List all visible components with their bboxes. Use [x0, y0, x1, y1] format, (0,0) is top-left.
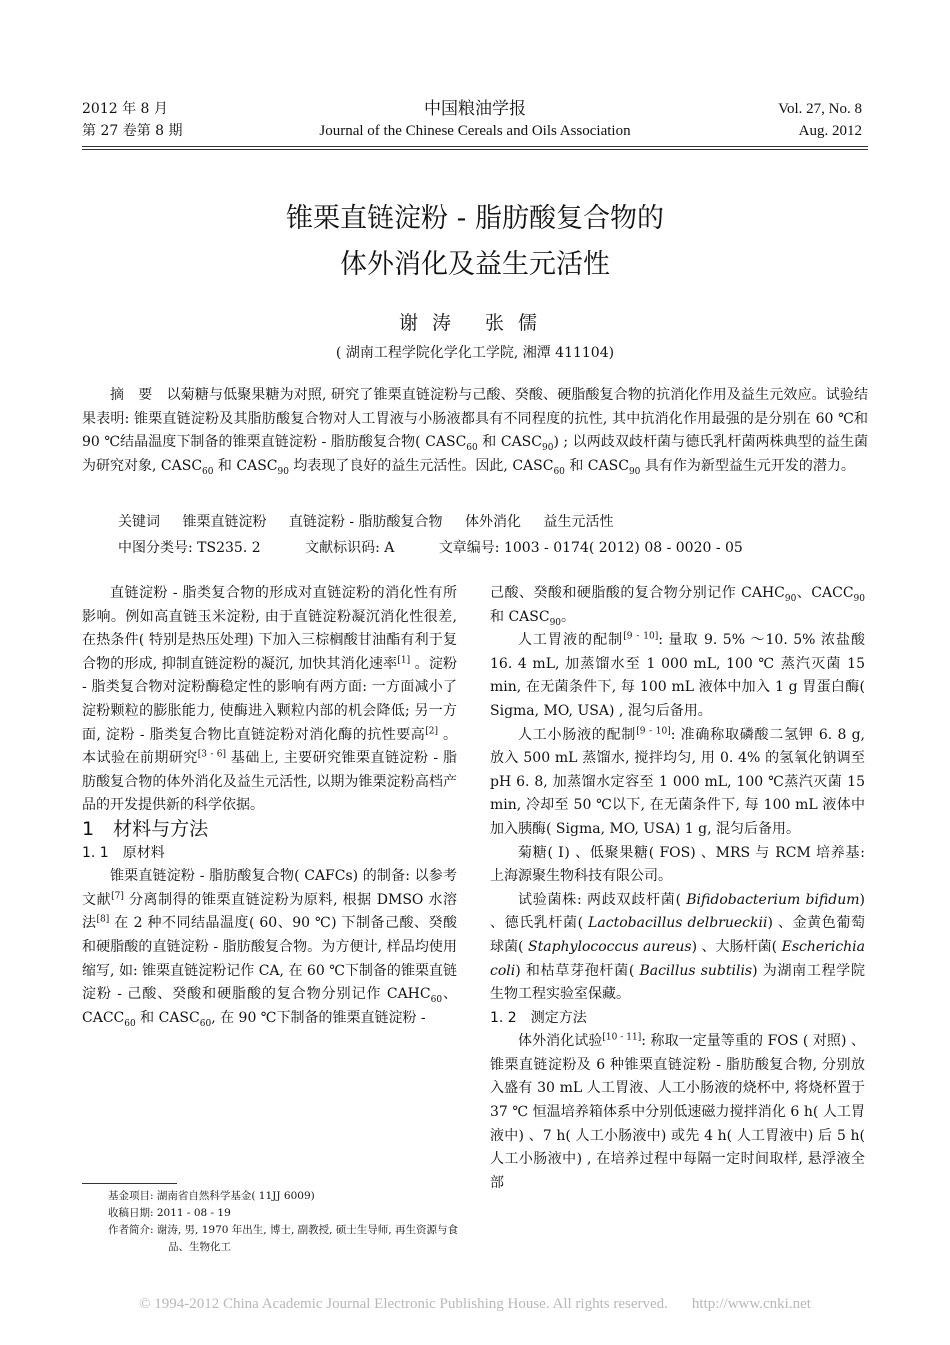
abstract-text: 均表现了良好的益生元活性。因此, CASC	[288, 457, 554, 474]
subscript: 60	[466, 442, 478, 453]
text: , 在 90 ℃下制备的锥栗直链淀粉 -	[211, 1009, 426, 1026]
citation: [3 - 6]	[197, 749, 226, 760]
citation: [7]	[111, 891, 124, 902]
text: ) 为湖南工程学院生物工程实验室保藏。	[490, 962, 865, 1003]
species-name: Bifidobacterium bifidum	[686, 891, 860, 908]
abstract-text: 和 CASC	[564, 457, 629, 474]
text: 。本试验在前期研究	[82, 726, 458, 767]
footnote-fund: 基金项目: 湖南省自然科学基金( 11JJ 6009)	[108, 1190, 315, 1202]
species-name: Lactobacillus delbrueckii	[588, 915, 768, 932]
text: 体外消化试验	[518, 1033, 603, 1050]
subscript: 60	[124, 1018, 136, 1029]
text: 人工小肠液的配制	[518, 726, 637, 743]
subscript: 90	[853, 593, 865, 604]
text: ) 和枯草芽孢杆菌(	[515, 962, 640, 979]
subscript: 90	[628, 466, 641, 477]
copyright-text: © 1994-2012 China Academic Journal Electronic Publishing House. All rights reserved.	[139, 1296, 668, 1312]
keyword: 直链淀粉 - 脂肪酸复合物	[288, 514, 443, 530]
keywords	[118, 511, 613, 531]
text: ) 、金黄色葡萄球菌(	[490, 915, 865, 955]
text: 在 2 种不同结晶温度( 60、90 ℃) 下制备己酸、癸酸和硬脂酸的直链淀粉 - 脂肪酸复合物。为方便计, 样品均使用缩写, 如: 锥栗直链淀粉记作 CA, 在 60 ℃下制备的锥栗直链淀粉 - 己酸、癸酸和硬脂酸的复合物分别记作 CAHC	[82, 915, 457, 1003]
citation: [1]	[397, 655, 411, 666]
header-right	[778, 98, 862, 142]
footnote-author: 作者简介: 谢涛, 男, 1970 年出生, 博士, 副教授, 硕士生导师, 再生资源与食品、生物化工	[108, 1224, 458, 1253]
body-paragraph	[490, 889, 865, 1007]
subscript: 60	[199, 1018, 212, 1029]
text: 锥栗直链淀粉 - 脂肪酸复合物( CAFCs) 的制备: 以参考文献	[82, 868, 457, 908]
text: ) 、德氏乳杆菌(	[490, 891, 865, 932]
species-name: Bacillus subtilis	[639, 962, 753, 979]
text: 和 CASC	[490, 608, 550, 625]
text: : 称取一定量等重的 FOS ( 对照) 、锥栗直链淀粉及 6 种锥栗直链淀粉 - 脂肪酸复合物, 分别放入盛有 30 mL 人工胃液、人工小肠液的烧杯中, 将烧杯置于 37 ℃ 恒温培养箱体系中分别低速磁力搅拌消化 6 h( 人工胃液中) 、7 h( 人工小肠液中) 或先 4 h( 人工胃液中) 后 5 h( 人工小肠液中) , 在培养过程中每隔一定时间取样, 悬浮液全部	[490, 1033, 865, 1191]
cnki-watermark	[0, 1296, 950, 1313]
watermark-url: http://www.cnki.net	[691, 1296, 811, 1312]
section-heading: 1 材料与方法	[82, 817, 209, 840]
body-paragraph	[490, 724, 865, 842]
abstract	[82, 384, 868, 478]
clc-number: 中图分类号: TS235. 2	[118, 540, 261, 556]
subscript: 60	[430, 994, 443, 1005]
left-column	[82, 582, 457, 1030]
citation: [9 - 10]	[623, 631, 659, 642]
text: 、CACC	[796, 585, 854, 601]
citation: [10 - 11]	[602, 1032, 642, 1043]
subscript: 90	[549, 617, 562, 628]
date-en: Aug. 2012	[798, 123, 862, 139]
keyword: 体外消化	[465, 514, 521, 530]
body-paragraph	[490, 582, 865, 629]
text: 己酸、癸酸和硬脂酸的复合物分别记作 CAHC	[490, 585, 785, 601]
species-name: Staphylococcus aureus	[528, 938, 692, 955]
text: 和 CASC	[135, 1009, 200, 1026]
abstract-label: 摘 要	[110, 387, 153, 403]
paper-title	[0, 196, 950, 288]
right-column	[490, 582, 865, 1195]
text: 直链淀粉 - 脂类复合物的形成对直链淀粉的消化性有所影响。例如高直链玉米淀粉, 由于直链淀粉凝沉消化性很差, 在热条件( 特别是热压处理) 下加入三棕榈酸甘油酯有利于复合物的形成, 抑制直链淀粉的凝沉, 加快其消化速率	[82, 585, 457, 672]
abstract-text: 和 CASC	[477, 434, 542, 450]
footnote-rule	[82, 1183, 177, 1184]
subscript: 90	[541, 442, 554, 453]
text: 人工胃液的配制	[518, 632, 624, 649]
header-rule-thin	[82, 149, 868, 150]
abstract-paragraph	[82, 384, 868, 478]
volume-en: Vol. 27, No. 8	[778, 101, 862, 117]
body-paragraph	[490, 1030, 865, 1195]
citation: [9 - 10]	[636, 725, 671, 736]
subsection-heading: 1. 1 原材料	[82, 844, 165, 861]
title-line-2: 体外消化及益生元活性	[340, 249, 610, 280]
citation: [8]	[96, 914, 110, 925]
body-paragraph	[82, 582, 457, 818]
authors: 谢涛 张儒	[398, 312, 552, 334]
subscript: 90	[277, 466, 289, 477]
document-code: 文献标识码: A	[305, 540, 395, 556]
abstract-text: 以菊糖与低聚果糖为对照, 研究了锥栗直链淀粉与己酸、癸酸、硬脂酸复合物的抗消化作用及益生元效应。试验结果表明: 锥栗直链淀粉及其脂肪酸复合物对人工胃液与小肠液都具有不同程度的抗性, 其中抗消化作用最强的是分别在 60 ℃和 90 ℃结晶温度下制备的锥栗直链淀粉 - 脂肪酸复合物( CASC	[82, 387, 869, 450]
affiliation: ( 湖南工程学院化学化工学院, 湘潭 411104)	[335, 345, 615, 361]
citation: [2]	[425, 725, 439, 736]
text: : 量取 9. 5% ～10. 5% 浓盐酸 16. 4 mL, 加蒸馏水至 1 000 mL, 100 ℃ 蒸汽灭菌 15 min, 在无菌条件下, 每 100 mL 液体中加入 1 g 胃蛋白酶( Sigma, MO, USA) , 混匀后备用。	[490, 632, 866, 719]
footnote-received: 收稿日期: 2011 - 08 - 19	[108, 1207, 231, 1219]
issue-volume: 第 27 卷第 8 期	[82, 123, 183, 139]
text: ) 、大肠杆菌(	[691, 938, 782, 955]
text: 。淀粉 - 脂类复合物对淀粉酶稳定性的影响有两方面: 一方面减小了淀粉颗粒的膨胀能力, 使酶进入颗粒内部的机会降低; 另一方面, 淀粉 - 脂类复合物比直链淀粉对消化酶的抗性要高	[82, 655, 457, 743]
footnotes	[108, 1188, 463, 1256]
article-number: 文章编号: 1003 - 0174( 2012) 08 - 0020 - 05	[438, 540, 743, 556]
classification	[118, 537, 743, 557]
keyword: 锥栗直链淀粉	[182, 514, 267, 530]
issue-date: 2012 年 8 月	[82, 101, 168, 117]
subscript: 60	[553, 466, 565, 477]
title-line-1: 锥栗直链淀粉 - 脂肪酸复合物的	[286, 203, 664, 234]
header-rule	[82, 146, 868, 147]
journal-name-cn: 中国粮油学报	[424, 99, 526, 119]
subscript: 90	[784, 593, 797, 604]
body-paragraph	[82, 865, 457, 1030]
keywords-label: 关键词	[118, 514, 160, 530]
journal-name-en: Journal of the Chinese Cereals and Oils Association	[319, 123, 631, 139]
abstract-text: 具有作为新型益生元开发的潜力。	[640, 457, 855, 474]
body-paragraph	[490, 629, 865, 723]
subsection-heading: 1. 2 测定方法	[490, 1009, 587, 1026]
text: 。	[561, 608, 576, 625]
body-paragraph: 菊糖( Ⅰ) 、低聚果糖( FOS) 、MRS 与 RCM 培养基: 上海源聚生物科技有限公司。	[490, 844, 865, 885]
species-name: Escherichia coli	[490, 938, 866, 979]
text: 、CACC	[82, 986, 458, 1026]
text: 基础上, 主要研究锥栗直链淀粉 - 脂肪酸复合物的体外消化及益生元活性, 以期为锥栗淀粉高档产品的开发提供新的科学依据。	[82, 750, 458, 814]
text: 试验菌株: 两歧双歧杆菌(	[518, 891, 687, 908]
text: : 准确称取磷酸二氢钾 6. 8 g, 放入 500 mL 蒸馏水, 搅拌均匀, 用 0. 4% 的氢氧化钠调至 pH 6. 8, 加蒸馏水定容至 1 000 mL, 100 ℃蒸汽灭菌 15 min, 冷却至 50 ℃以下, 在无菌条件下, 每 100 mL 液体中加入胰酶( Sigma, MO, USA) 1 g, 混匀后备用。	[490, 726, 865, 837]
subscript: 60	[202, 466, 214, 477]
abstract-text: 和 CASC	[213, 457, 278, 474]
abstract-text: ) ; 以两歧双歧杆菌与德氏乳杆菌两株典型的益生菌为研究对象, CASC	[82, 434, 869, 474]
text: 分离制得的锥栗直链淀粉为原料, 根据 DMSO 水溶法	[82, 891, 457, 932]
keyword: 益生元活性	[543, 514, 614, 530]
